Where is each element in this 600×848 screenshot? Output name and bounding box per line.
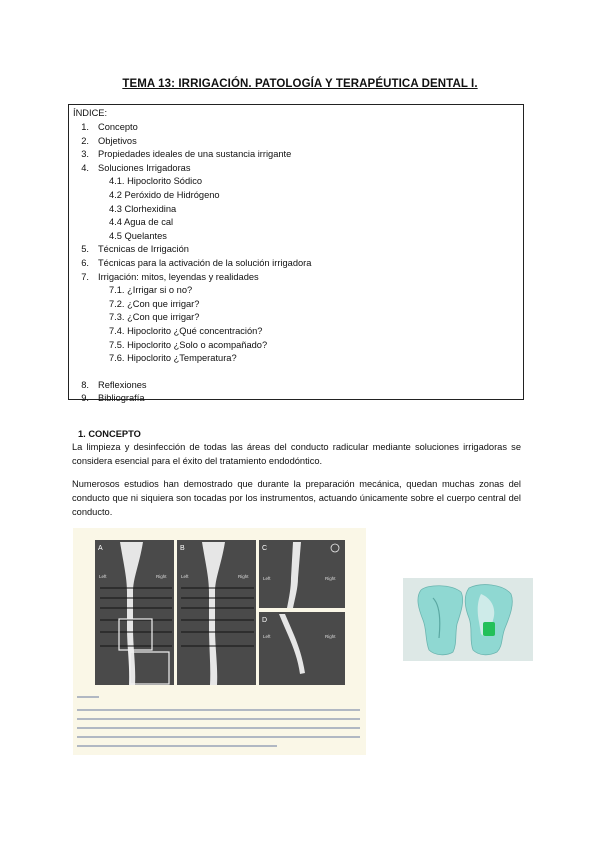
index-item-label: Técnicas de Irrigación xyxy=(98,244,189,255)
index-item xyxy=(73,148,291,160)
index-item-label: Irrigación: mitos, leyendas y realidades xyxy=(98,271,259,282)
index-item xyxy=(109,216,173,228)
svg-text:Right: Right xyxy=(325,634,336,639)
section-heading: 1. CONCEPTO xyxy=(78,429,141,439)
tooth-section-graphic xyxy=(403,578,533,661)
index-item-label: 7.3. ¿Con que irrigar? xyxy=(109,312,200,323)
index-item-label: Técnicas para la activación de la solución irrigadora xyxy=(98,258,312,268)
index-item xyxy=(109,230,167,242)
figure-panel-d xyxy=(259,612,345,685)
index-box xyxy=(68,104,524,404)
svg-text:Left: Left xyxy=(99,574,107,579)
index-item xyxy=(73,392,145,404)
index-item-label: Reflexiones xyxy=(98,379,147,390)
index-item-label: 4.2 Peróxido de Hidrógeno xyxy=(109,190,220,200)
index-item xyxy=(109,339,267,351)
index-item-number: 9. xyxy=(81,393,89,404)
document-title: TEMA 13: IRRIGACIÓN. PATOLOGÍA Y TERAPÉUTICA DENTAL I. xyxy=(122,78,478,90)
svg-text:A: A xyxy=(98,545,103,552)
index-item xyxy=(73,243,189,255)
index-item-label: Objetivos xyxy=(98,135,137,146)
figure-panel-b xyxy=(177,540,256,685)
index-item-number: 2. xyxy=(81,135,89,146)
svg-text:Left: Left xyxy=(263,576,271,581)
index-item-label: Soluciones Irrigadoras xyxy=(98,162,191,173)
stained-canal-highlight xyxy=(483,622,495,636)
paragraph-intro: La limpieza y desinfección de todas las áreas del conducto radicular mediante soluciones irrigadoras se considera esencial para el éxito del tratamiento endodóntico. xyxy=(72,442,521,467)
index-item-number: 4. xyxy=(81,162,89,173)
index-item-label: 7.2. ¿Con que irrigar? xyxy=(109,298,200,309)
index-item xyxy=(109,203,176,215)
index-item-number: 8. xyxy=(81,379,89,390)
index-item xyxy=(109,189,220,201)
paragraph-studies: Numerosos estudios han demostrado que durante la preparación mecánica, quedan muchas zonas del conducto que ni siquiera son tocadas por los instrumentos, actuando únicamente sobre el cuerpo central del conducto. xyxy=(72,479,521,518)
index-item xyxy=(73,121,138,133)
svg-text:C: C xyxy=(262,545,268,552)
svg-text:D: D xyxy=(262,617,268,624)
index-item-label: 7.4. Hipoclorito ¿Qué concentración? xyxy=(109,326,263,336)
index-item xyxy=(109,352,237,364)
index-item-label: Propiedades ideales de una sustancia irrigante xyxy=(98,149,292,160)
index-item xyxy=(109,175,202,187)
index-item-label: 7.5. Hipoclorito ¿Solo o acompañado? xyxy=(109,339,268,350)
svg-text:Right: Right xyxy=(238,574,249,579)
index-item-number: 3. xyxy=(81,149,89,160)
canal-figure xyxy=(73,528,366,755)
index-item-label: 4.5 Quelantes xyxy=(109,230,167,241)
index-item-label: 7.1. ¿Irrigar si o no? xyxy=(109,285,193,296)
svg-text:Right: Right xyxy=(325,576,336,581)
index-item-label: 4.3 Clorhexidina xyxy=(109,203,177,214)
index-heading: ÍNDICE: xyxy=(73,108,108,118)
index-item-number: 6. xyxy=(81,258,89,268)
figure-panel-a xyxy=(95,540,174,685)
index-item xyxy=(109,298,199,310)
canal-figure-graphic xyxy=(73,528,366,755)
index-item-number: 1. xyxy=(81,122,89,132)
index-item xyxy=(73,135,137,147)
index-item xyxy=(73,257,311,269)
svg-text:Left: Left xyxy=(263,634,271,639)
index-item xyxy=(109,284,192,296)
index-item xyxy=(73,162,191,174)
svg-text:Right: Right xyxy=(156,574,167,579)
svg-text:Left: Left xyxy=(181,574,189,579)
tooth-section-figure xyxy=(403,578,533,661)
index-item xyxy=(73,379,147,391)
svg-text:B: B xyxy=(180,545,185,552)
index-item-label: 4.4 Agua de cal xyxy=(109,217,174,228)
index-item xyxy=(73,271,259,283)
index-item xyxy=(109,311,199,323)
index-item-label: 7.6. Hipoclorito ¿Temperatura? xyxy=(109,353,237,364)
index-item-number: 5. xyxy=(81,244,89,255)
index-item-number: 7. xyxy=(81,271,89,282)
index-item xyxy=(109,325,262,337)
figure-panel-c xyxy=(259,540,345,608)
index-item-label: Concepto xyxy=(98,122,138,132)
index-item-label: 4.1. Hipoclorito Sódico xyxy=(109,176,203,187)
index-item-label: Bibliografía xyxy=(98,393,145,404)
